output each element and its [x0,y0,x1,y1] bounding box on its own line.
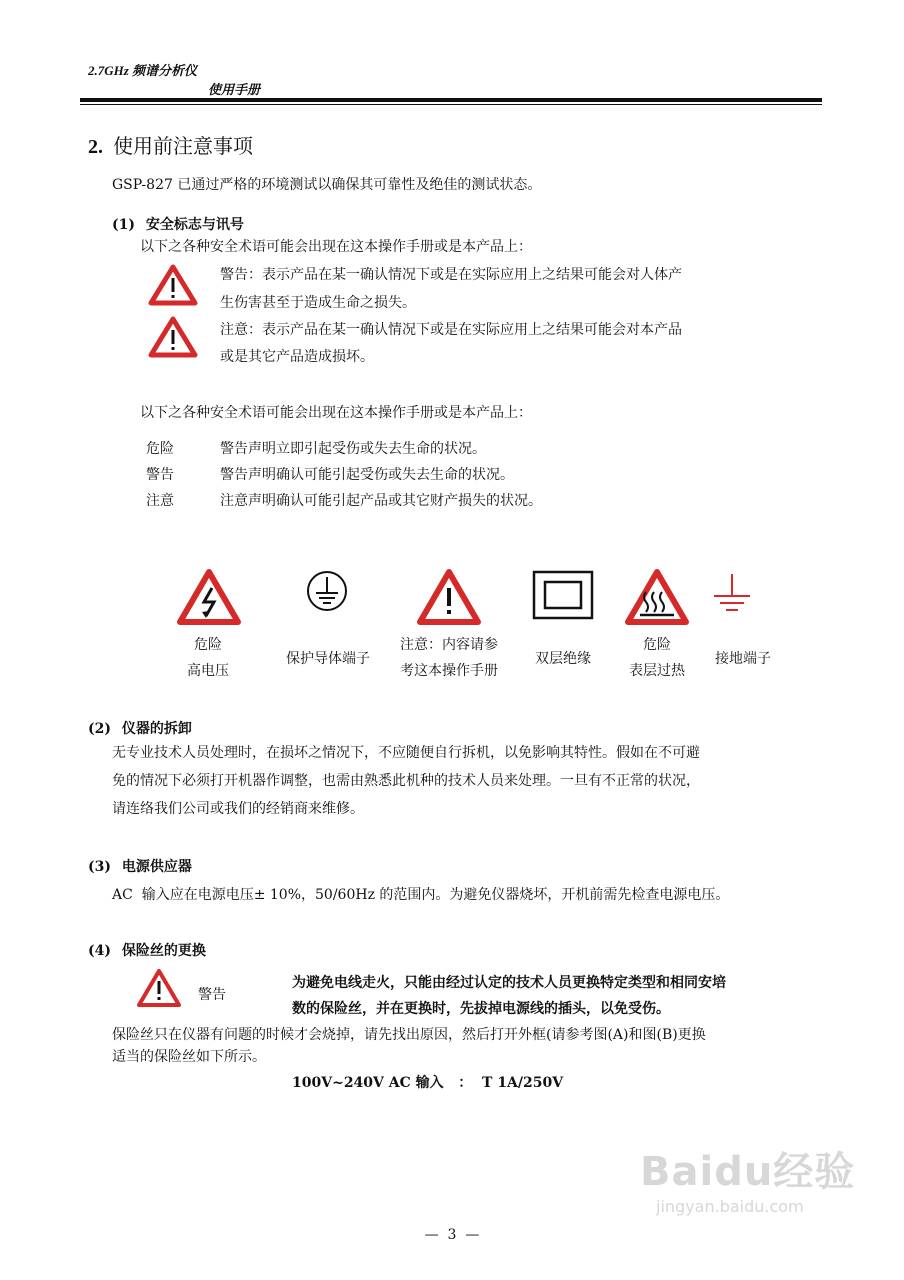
s1-heading-num: (1) [112,217,135,233]
fuse-warning-label: 警告 [198,987,226,1003]
term-caution-desc: 注意声明确认可能引起产品或其它财产损失的状况。 [220,493,542,509]
caution-line-2: 或是其它产品造成损坏。 [220,349,374,365]
hot-surface-icon [624,568,690,626]
hot-surface-label-2: 表层过热 [629,663,685,679]
fuse-warning-triangle-icon [136,968,182,1008]
s3-heading-num: (3) [88,859,111,875]
header-rule-thin [80,104,822,105]
hot-surface-label-1: 危险 [643,637,671,653]
term-danger-desc: 警告声明立即引起受伤或失去生命的状况。 [220,441,486,457]
caution-reference-icon [416,568,482,626]
warning-line-1: 警告：表示产品在某一确认情况下或是在实际应用上之结果可能会对人体产 [220,267,682,283]
s3-heading [88,856,192,876]
section-number: 2. [88,136,103,158]
caution-reference-label-2: 考这本操作手册 [400,663,498,679]
s4-line-1: 保险丝只在仪器有问题的时候才会烧掉，请先找出原因，然后打开外框(请参考图(A)和图(B)更换 [112,1027,706,1043]
section-title [88,130,253,159]
s2-heading-text: 仪器的拆卸 [121,721,192,737]
baidu-watermark [640,1140,855,1216]
ground-terminal-icon [710,572,754,616]
high-voltage-label-1: 危险 [194,637,222,653]
caution-triangle-icon [148,316,198,358]
s2-heading [88,718,192,738]
section-title-text: 使用前注意事项 [113,134,253,158]
page-number: — 3 — [424,1227,480,1243]
fuse-warning-line-2: 数的保险丝，并在更换时，先拔掉电源线的插头，以免受伤。 [292,1001,670,1017]
s3-line-1: AC 输入应在电源电压± 10%，50/60Hz 的范围内。为避免仪器烧坏，开机前需先检查电源电压。 [112,887,730,903]
watermark-brand: Baidu经验 [640,1149,856,1195]
term-warning-desc: 警告声明确认可能引起受伤或失去生命的状况。 [220,467,514,483]
section-intro: GSP-827 已通过严格的环境测试以确保其可靠性及绝佳的测试状态。 [112,177,542,193]
s4-line-2: 适当的保险丝如下所示。 [112,1049,266,1065]
s2-line-3: 请连络我们公司或我们的经销商来维修。 [112,801,364,817]
s4-heading-num: (4) [88,943,111,959]
s1-heading-text: 安全标志与讯号 [145,217,244,233]
caution-reference-label-1: 注意：内容请参 [400,637,498,653]
s4-heading [88,940,206,960]
s1-heading [112,214,244,234]
term-danger: 危险 [146,441,174,457]
s3-heading-text: 电源供应器 [121,859,192,875]
s2-line-2: 免的情况下必须打开机器作调整，也需由熟悉此机种的技术人员来处理。一旦有不正常的状况， [112,773,700,789]
protective-ground-label: 保护导体端子 [286,651,370,667]
high-voltage-icon [176,568,242,626]
term-caution: 注意 [146,493,174,509]
header-subtitle: 使用手册 [208,83,261,98]
warning-triangle-icon [148,264,198,306]
caution-line-1: 注意：表示产品在某一确认情况下或是在实际应用上之结果可能会对本产品 [220,322,682,338]
s1-intro: 以下之各种安全术语可能会出现在这本操作手册或是本产品上： [140,239,532,255]
s4-heading-text: 保险丝的更换 [121,943,206,959]
protective-ground-icon [304,568,350,614]
watermark-url: jingyan.baidu.com [656,1197,804,1216]
high-voltage-label-2: 高电压 [187,663,229,679]
fuse-spec: 100V~240V AC 输入 ： T 1A/250V [292,1075,564,1091]
header-rule [80,98,822,102]
warning-line-2: 生伤害甚至于造成生命之损失。 [220,295,416,311]
ground-terminal-label: 接地端子 [715,651,771,667]
double-insulation-label: 双层绝缘 [535,651,591,667]
s2-heading-num: (2) [88,721,111,737]
s1-intro-2: 以下之各种安全术语可能会出现在这本操作手册或是本产品上： [140,405,532,421]
s2-line-1: 无专业技术人员处理时，在损坏之情况下，不应随便自行拆机，以免影响其特性。假如在不可避 [112,745,700,761]
fuse-warning-line-1: 为避免电线走火，只能由经过认定的技术人员更换特定类型和相同安培 [292,975,726,991]
term-warning: 警告 [146,467,174,483]
header-title: 2.7GHz 频谱分析仪 [88,63,198,78]
double-insulation-icon [532,570,594,620]
